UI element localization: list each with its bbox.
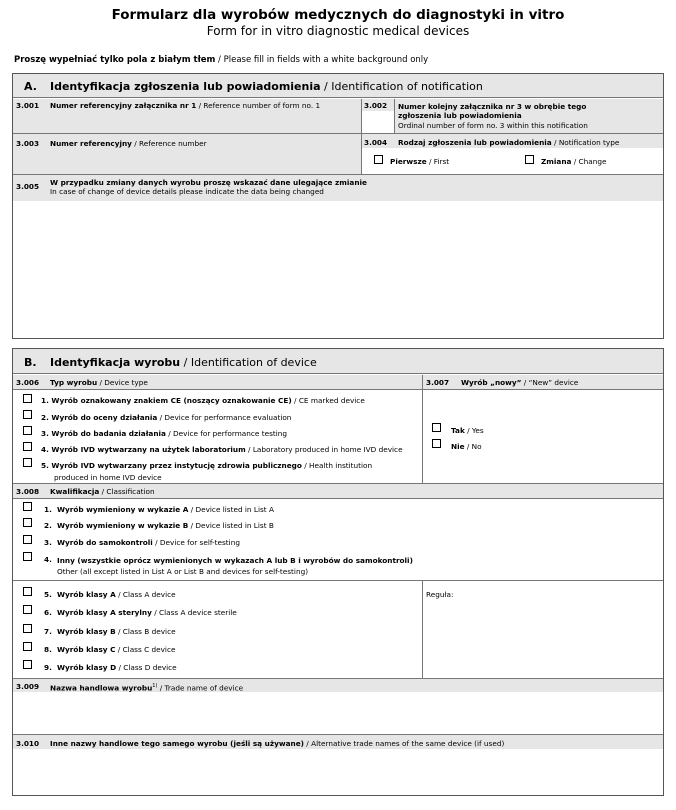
field-3005-input[interactable]	[13, 201, 663, 338]
classification-3-label: Wyrób do samokontroli / Device for self-testing	[57, 538, 240, 547]
form-title: Formularz dla wyrobów medycznych do diagnostyki in vitro	[111, 7, 565, 23]
field-3009-label: Nazwa handlowa wyrobu$^{1)}$ / Trade name of device	[50, 683, 244, 693]
device-type-5-label-cont: produced in home IVD device	[54, 473, 162, 482]
classification-7-label: Wyrób klasy B / Class B device	[57, 627, 176, 636]
first-checkbox[interactable]	[374, 155, 383, 164]
field-3002-number: 3.002	[364, 101, 388, 110]
field-3004-number: 3.004	[364, 138, 388, 147]
section-b-title: Identyfikacja wyrobu / Identification of device	[50, 356, 317, 369]
field-3001-number: 3.001	[16, 101, 40, 110]
field-3005-number: 3.005	[16, 182, 40, 191]
field-3002-label-en: Ordinal number of form no. 3 within this notification	[398, 121, 588, 130]
classification-7-checkbox[interactable]	[23, 624, 32, 633]
classification-4-checkbox[interactable]	[23, 552, 32, 561]
classification-2-number: 2.	[44, 521, 52, 530]
field-3006-number: 3.006	[16, 378, 40, 387]
change-checkbox[interactable]	[525, 155, 534, 164]
rule-input[interactable]	[460, 586, 658, 674]
classification-5-label: Wyrób klasy A / Class A device	[57, 590, 176, 599]
field-3006-label: Typ wyrobu / Device type	[50, 378, 148, 387]
device-type-2-checkbox[interactable]	[23, 410, 32, 419]
field-3007-label: Wyrób „nowy” / “New” device	[461, 378, 579, 387]
classification-3-number: 3.	[44, 538, 52, 547]
device-type-1-label: 1. Wyrób oznakowany znakiem CE (noszący oznakowanie CE) / CE marked device	[41, 396, 365, 405]
field-3002-label-2: zgłoszenia lub powiadomienia	[398, 111, 522, 120]
new-yes-checkbox[interactable]	[432, 423, 441, 432]
field-3002-input[interactable]	[362, 111, 394, 133]
field-3003-number: 3.003	[16, 139, 40, 148]
classification-1-label: Wyrób wymieniony w wykazie A / Device listed in List A	[57, 505, 274, 514]
field-3010-number: 3.010	[16, 739, 40, 748]
rule-label: Reguła:	[426, 590, 454, 599]
device-type-2-label: 2. Wyrób do oceny działania / Device for performance evaluation	[41, 413, 292, 422]
section-a-title: Identyfikacja zgłoszenia lub powiadomienia / Identification of notification	[50, 80, 483, 93]
classification-5-number: 5.	[44, 590, 52, 599]
first-option-label: Pierwsze / First	[390, 157, 450, 166]
classification-9-label: Wyrób klasy D / Class D device	[57, 663, 177, 672]
classification-3-checkbox[interactable]	[23, 535, 32, 544]
classification-7-number: 7.	[44, 627, 52, 636]
device-type-1-checkbox[interactable]	[23, 394, 32, 403]
classification-4-label-en: Other (all except listed in List A or List B and devices for self-testing)	[57, 567, 309, 576]
new-yes-label: Tak / Yes	[451, 426, 484, 435]
device-type-3-label: 3. Wyrób do badania działania / Device for performance testing	[41, 429, 288, 438]
trade-name-input[interactable]	[13, 692, 663, 734]
instruction-text: Proszę wypełniać tylko pola z białym tłem / Please fill in fields with a white background only	[14, 55, 429, 65]
field-3009-number: 3.009	[16, 682, 40, 691]
new-no-checkbox[interactable]	[432, 439, 441, 448]
classification-8-label: Wyrób klasy C / Class C device	[57, 645, 176, 654]
section-a-letter: A.	[24, 80, 37, 93]
classification-6-checkbox[interactable]	[23, 605, 32, 614]
new-no-label: Nie / No	[451, 442, 482, 451]
field-3008-label: Kwalifikacja / Classification	[50, 487, 155, 496]
classification-4-number: 4.	[44, 555, 52, 564]
device-type-4-checkbox[interactable]	[23, 442, 32, 451]
classification-9-checkbox[interactable]	[23, 660, 32, 669]
classification-1-number: 1.	[44, 505, 52, 514]
classification-8-checkbox[interactable]	[23, 642, 32, 651]
field-3005-label: W przypadku zmiany danych wyrobu proszę wskazać dane ulegające zmianie	[50, 178, 367, 187]
classification-6-number: 6.	[44, 608, 52, 617]
device-type-5-label: 5. Wyrób IVD wytwarzany przez instytucję zdrowia publicznego / Health institution	[41, 461, 373, 470]
change-option-label: Zmiana / Change	[541, 157, 607, 166]
field-3005-label-en: In case of change of device details please indicate the data being changed	[50, 187, 324, 196]
classification-2-checkbox[interactable]	[23, 518, 32, 527]
field-3007-number: 3.007	[426, 378, 450, 387]
classification-9-number: 9.	[44, 663, 52, 672]
field-3003-label: Numer referencyjny / Reference number	[50, 139, 207, 148]
classification-1-checkbox[interactable]	[23, 502, 32, 511]
device-type-4-label: 4. Wyrób IVD wytwarzany na użytek laboratorium / Laboratory produced in home IVD device	[41, 445, 403, 454]
classification-2-label: Wyrób wymieniony w wykazie B / Device listed in List B	[57, 521, 274, 530]
field-3002-label-1: Numer kolejny załącznika nr 3 w obrębie tego	[398, 102, 587, 111]
classification-5-checkbox[interactable]	[23, 587, 32, 596]
device-type-3-checkbox[interactable]	[23, 426, 32, 435]
classification-8-number: 8.	[44, 645, 52, 654]
classification-4-label: Inny (wszystkie oprócz wymienionych w wykazach A lub B i wyrobów do samokontroli)	[57, 556, 413, 565]
field-3008-number: 3.008	[16, 487, 40, 496]
classification-6-label: Wyrób klasy A sterylny / Class A device sterile	[57, 608, 237, 617]
form-subtitle: Form for in vitro diagnostic medical devices	[206, 24, 470, 38]
field-3010-label: Inne nazwy handlowe tego samego wyrobu (jeśli są używane) / Alternative trade names of the same device (if used)	[50, 739, 505, 748]
field-3004-label: Rodzaj zgłoszenia lub powiadomienia / Notification type	[398, 138, 620, 147]
device-type-5-checkbox[interactable]	[23, 458, 32, 467]
section-b-letter: B.	[24, 356, 37, 369]
alternative-trade-names-input[interactable]	[13, 749, 663, 795]
field-3001-label: Numer referencyjny załącznika nr 1 / Reference number of form no. 1	[50, 101, 321, 110]
